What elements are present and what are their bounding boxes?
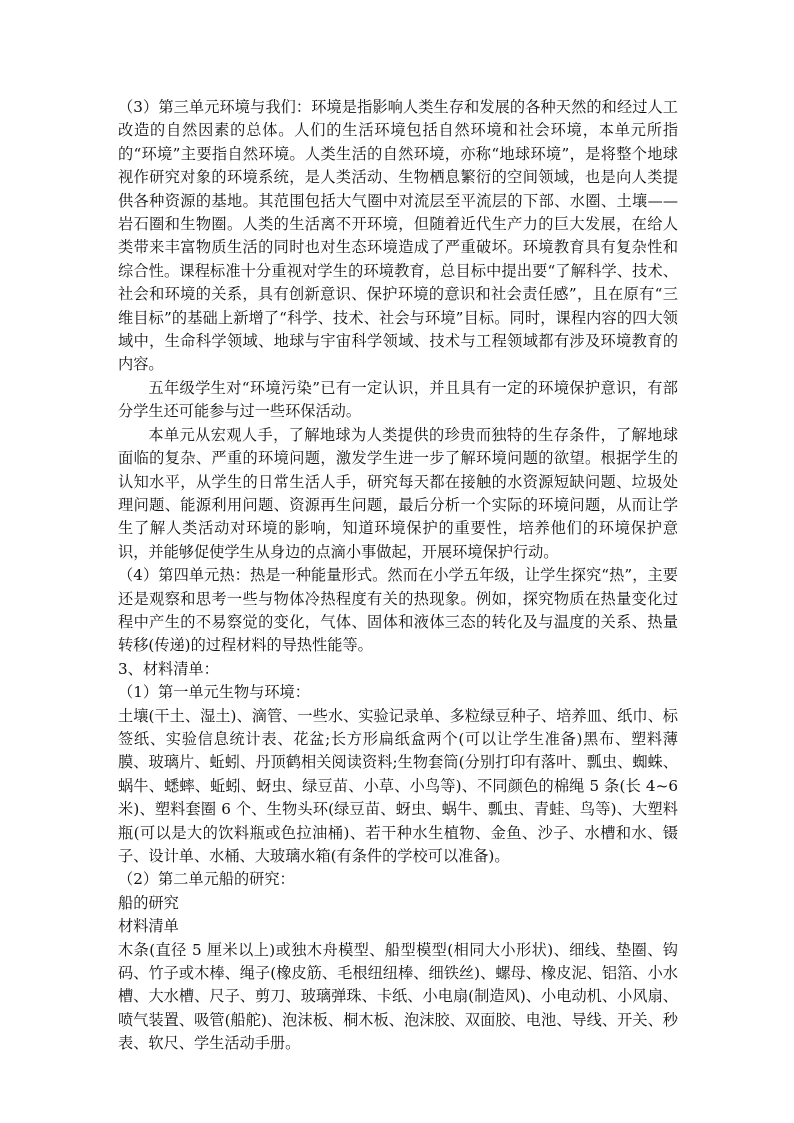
heading-unit1-materials: （1）第一单元生物与环境： xyxy=(118,683,310,702)
paragraph-unit-approach: 本单元从宏观人手，了解地球为人类提供的珍贵而独特的生存条件，了解地球面临的复杂、严重的环境问题，激发学生进一步了解环境问题的欲望。根据学生的认知水平，从学生的日常生活人手，研究每天都在接触的水资源短缺问题、垃圾处理问题、能源利用问题、资源再生问题，最后分析一个实际的环境问题，从而让学生了解人类活动对环境的影响，知道环境保护的重要性，培养他们的环境保护意识，并能够促使学生从身边的点滴小事做起，开展环境保护行动。 xyxy=(118,425,678,561)
paragraph-unit2-materials: 木条(直径 5 厘米以上)或独木舟模型、船型模型(相同大小形状)、细线、垫圈、钩码、竹子或木棒、绳子(橡皮筋、毛根纽纽棒、细铁丝)、螺母、橡皮泥、铝箔、小水槽、大水槽、尺子、剪刀、玻璃弹珠、卡纸、小电扇(制造风)、小电动机、小风扇、喷气装置、吸管(船舵)、泡沫板、桐木板、泡沫胶、双面胶、电池、导线、开关、秒表、软尺、学生活动手册。 xyxy=(118,940,678,1053)
heading-unit2-materials: （2）第二单元船的研究： xyxy=(118,870,295,889)
paragraph-unit3-environment: （3）第三单元环境与我们：环境是指影响人类生存和发展的各种天然的和经过人工改造的自然因素的总体。人们的生活环境包括自然环境和社会环境，本单元所指的“环境”主要指自然环境。人类生活的自然环境，亦称“地球环境”，是将整个地球视作研究对象的环境系统，是人类活动、生物栖息繁衍的空间领域，也是向人类提供各种资源的基地。其范围包括大气圈中对流层至平流层的下部、水圈、土壤——岩石圈和生物圈。人类的生活离不开环境，但随着近代生产力的巨大发展，在给人类带来丰富物质生活的同时也对生态环境造成了严重破坏。环境教育具有复杂性和综合性。课程标准十分重视对学生的环境教育，总目标中提出要“了解科学、技术、社会和环境的关系，具有创新意识、保护环境的意识和社会责任感”，且在原有“三维目标”的基础上新增了“科学、技术、社会与环境”目标。同时，课程内容的四大领域中，生命科学领域、地球与宇宙科学领域、技术与工程领域都有涉及环境教育的内容。 xyxy=(118,98,678,374)
subheading-boat-research: 船的研究 xyxy=(118,893,179,912)
paragraph-unit1-materials: 土壤(干土、湿土)、滴管、一些水、实验记录单、多粒绿豆种子、培养皿、纸巾、标签纸、实验信息统计表、花盆;长方形扁纸盒两个(可以让学生准备)黑布、塑料薄膜、玻璃片、蚯蚓、丹顶鹤相关阅读资料;生物套筒(分别打印有落叶、瓢虫、蜘蛛、蜗牛、蟋蟀、蚯蚓、蚜虫、绿豆苗、小草、小鸟等)、不同颜色的棉绳 5 条(长 4~6 米)、塑料套圈 6 个、生物头环(绿豆苗、蚜虫、蜗牛、瓢虫、青蛙、鸟等)、大塑料瓶(可以是大的饮料瓶或色拉油桶)、若干种水生植物、金鱼、沙子、水槽和水、镊子、设计单、水桶、大玻璃水箱(有条件的学校可以准备)。 xyxy=(118,706,678,865)
paragraph-grade5-awareness: 五年级学生对“环境污染”已有一定认识，并且具有一定的环境保护意识，有部分学生还可能参与过一些环保活动。 xyxy=(118,378,678,421)
subheading-material-list: 材料清单 xyxy=(118,917,179,936)
document-page xyxy=(118,96,678,1056)
heading-material-list: 3、材料清单： xyxy=(118,659,219,678)
paragraph-unit4-heat: （4）第四单元热：热是一种能量形式。然而在小学五年级，让学生探究“热”，主要还是观察和思考一些与物体冷热程度有关的热现象。例如，探究物质在热量变化过程中产生的不易察觉的变化，气体、固体和液体三态的转化及与温度的关系、热量转移(传递)的过程材料的导热性能等。 xyxy=(118,566,678,655)
